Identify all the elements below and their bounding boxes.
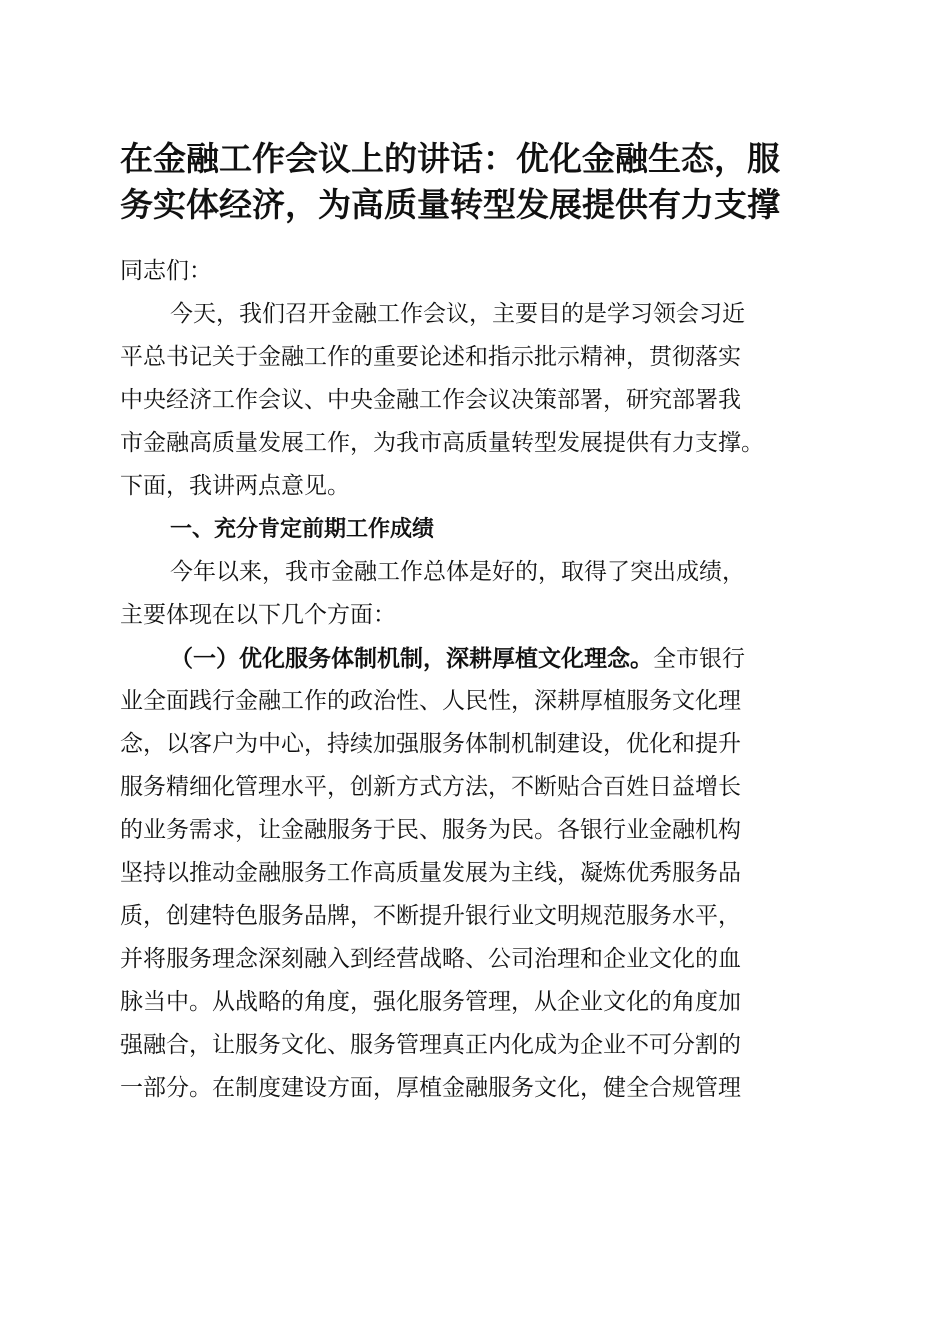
- subsection1-line-9: 脉当中。从战略的角度，强化服务管理，从企业文化的角度加: [120, 989, 741, 1015]
- document-title: [120, 136, 840, 228]
- section1-intro-line-2: 主要体现在以下几个方面：: [120, 602, 396, 628]
- title-line-1: 在金融工作会议上的讲话：优化金融生态，服: [120, 139, 780, 178]
- subsection1-line-6: 坚持以推动金融服务工作高质量发展为主线，凝炼优秀服务品: [120, 860, 741, 886]
- salutation: 同志们：: [120, 258, 212, 284]
- subsection1-line-7: 质，创建特色服务品牌，不断提升银行业文明规范服务水平，: [120, 903, 741, 929]
- intro-line-2: 平总书记关于金融工作的重要论述和指示批示精神，贯彻落实: [120, 344, 741, 370]
- intro-line-5: 下面，我讲两点意见。: [120, 473, 350, 499]
- section1-intro-line-1: 今年以来，我市金融工作总体是好的，取得了突出成绩，: [170, 559, 745, 585]
- subsection1-line-2: 业全面践行金融工作的政治性、人民性，深耕厚植服务文化理: [120, 688, 741, 714]
- subsection1-line-5: 的业务需求，让金融服务于民、服务为民。各银行业金融机构: [120, 817, 741, 843]
- subsection1-line-3: 念，以客户为中心，持续加强服务体制机制建设，优化和提升: [120, 731, 741, 757]
- subsection1-first-line: [120, 637, 840, 680]
- subsection1-line-8: 并将服务理念深刻融入到经营战略、公司治理和企业文化的血: [120, 946, 741, 972]
- subsection1-line-11: 一部分。在制度建设方面，厚植金融服务文化，健全合规管理: [120, 1075, 741, 1101]
- intro-line-1: 今天，我们召开金融工作会议，主要目的是学习领会习近: [170, 301, 745, 327]
- subsection1-lead: （一）优化服务体制机制，深耕厚植文化理念。: [170, 645, 653, 672]
- intro-line-4: 市金融高质量发展工作，为我市高质量转型发展提供有力支撑。: [120, 430, 764, 456]
- subsection1-first-rest: 全市银行: [653, 646, 745, 672]
- document-body: [120, 250, 840, 1110]
- intro-line-3: 中央经济工作会议、中央金融工作会议决策部署，研究部署我: [120, 387, 741, 413]
- section-heading-1: 一、充分肯定前期工作成绩: [170, 517, 435, 542]
- subsection1-line-10: 强融合，让服务文化、服务管理真正内化成为企业不可分割的: [120, 1032, 741, 1058]
- title-line-2: 务实体经济，为高质量转型发展提供有力支撑: [120, 185, 780, 224]
- subsection1-line-4: 服务精细化管理水平，创新方式方法，不断贴合百姓日益增长: [120, 774, 741, 800]
